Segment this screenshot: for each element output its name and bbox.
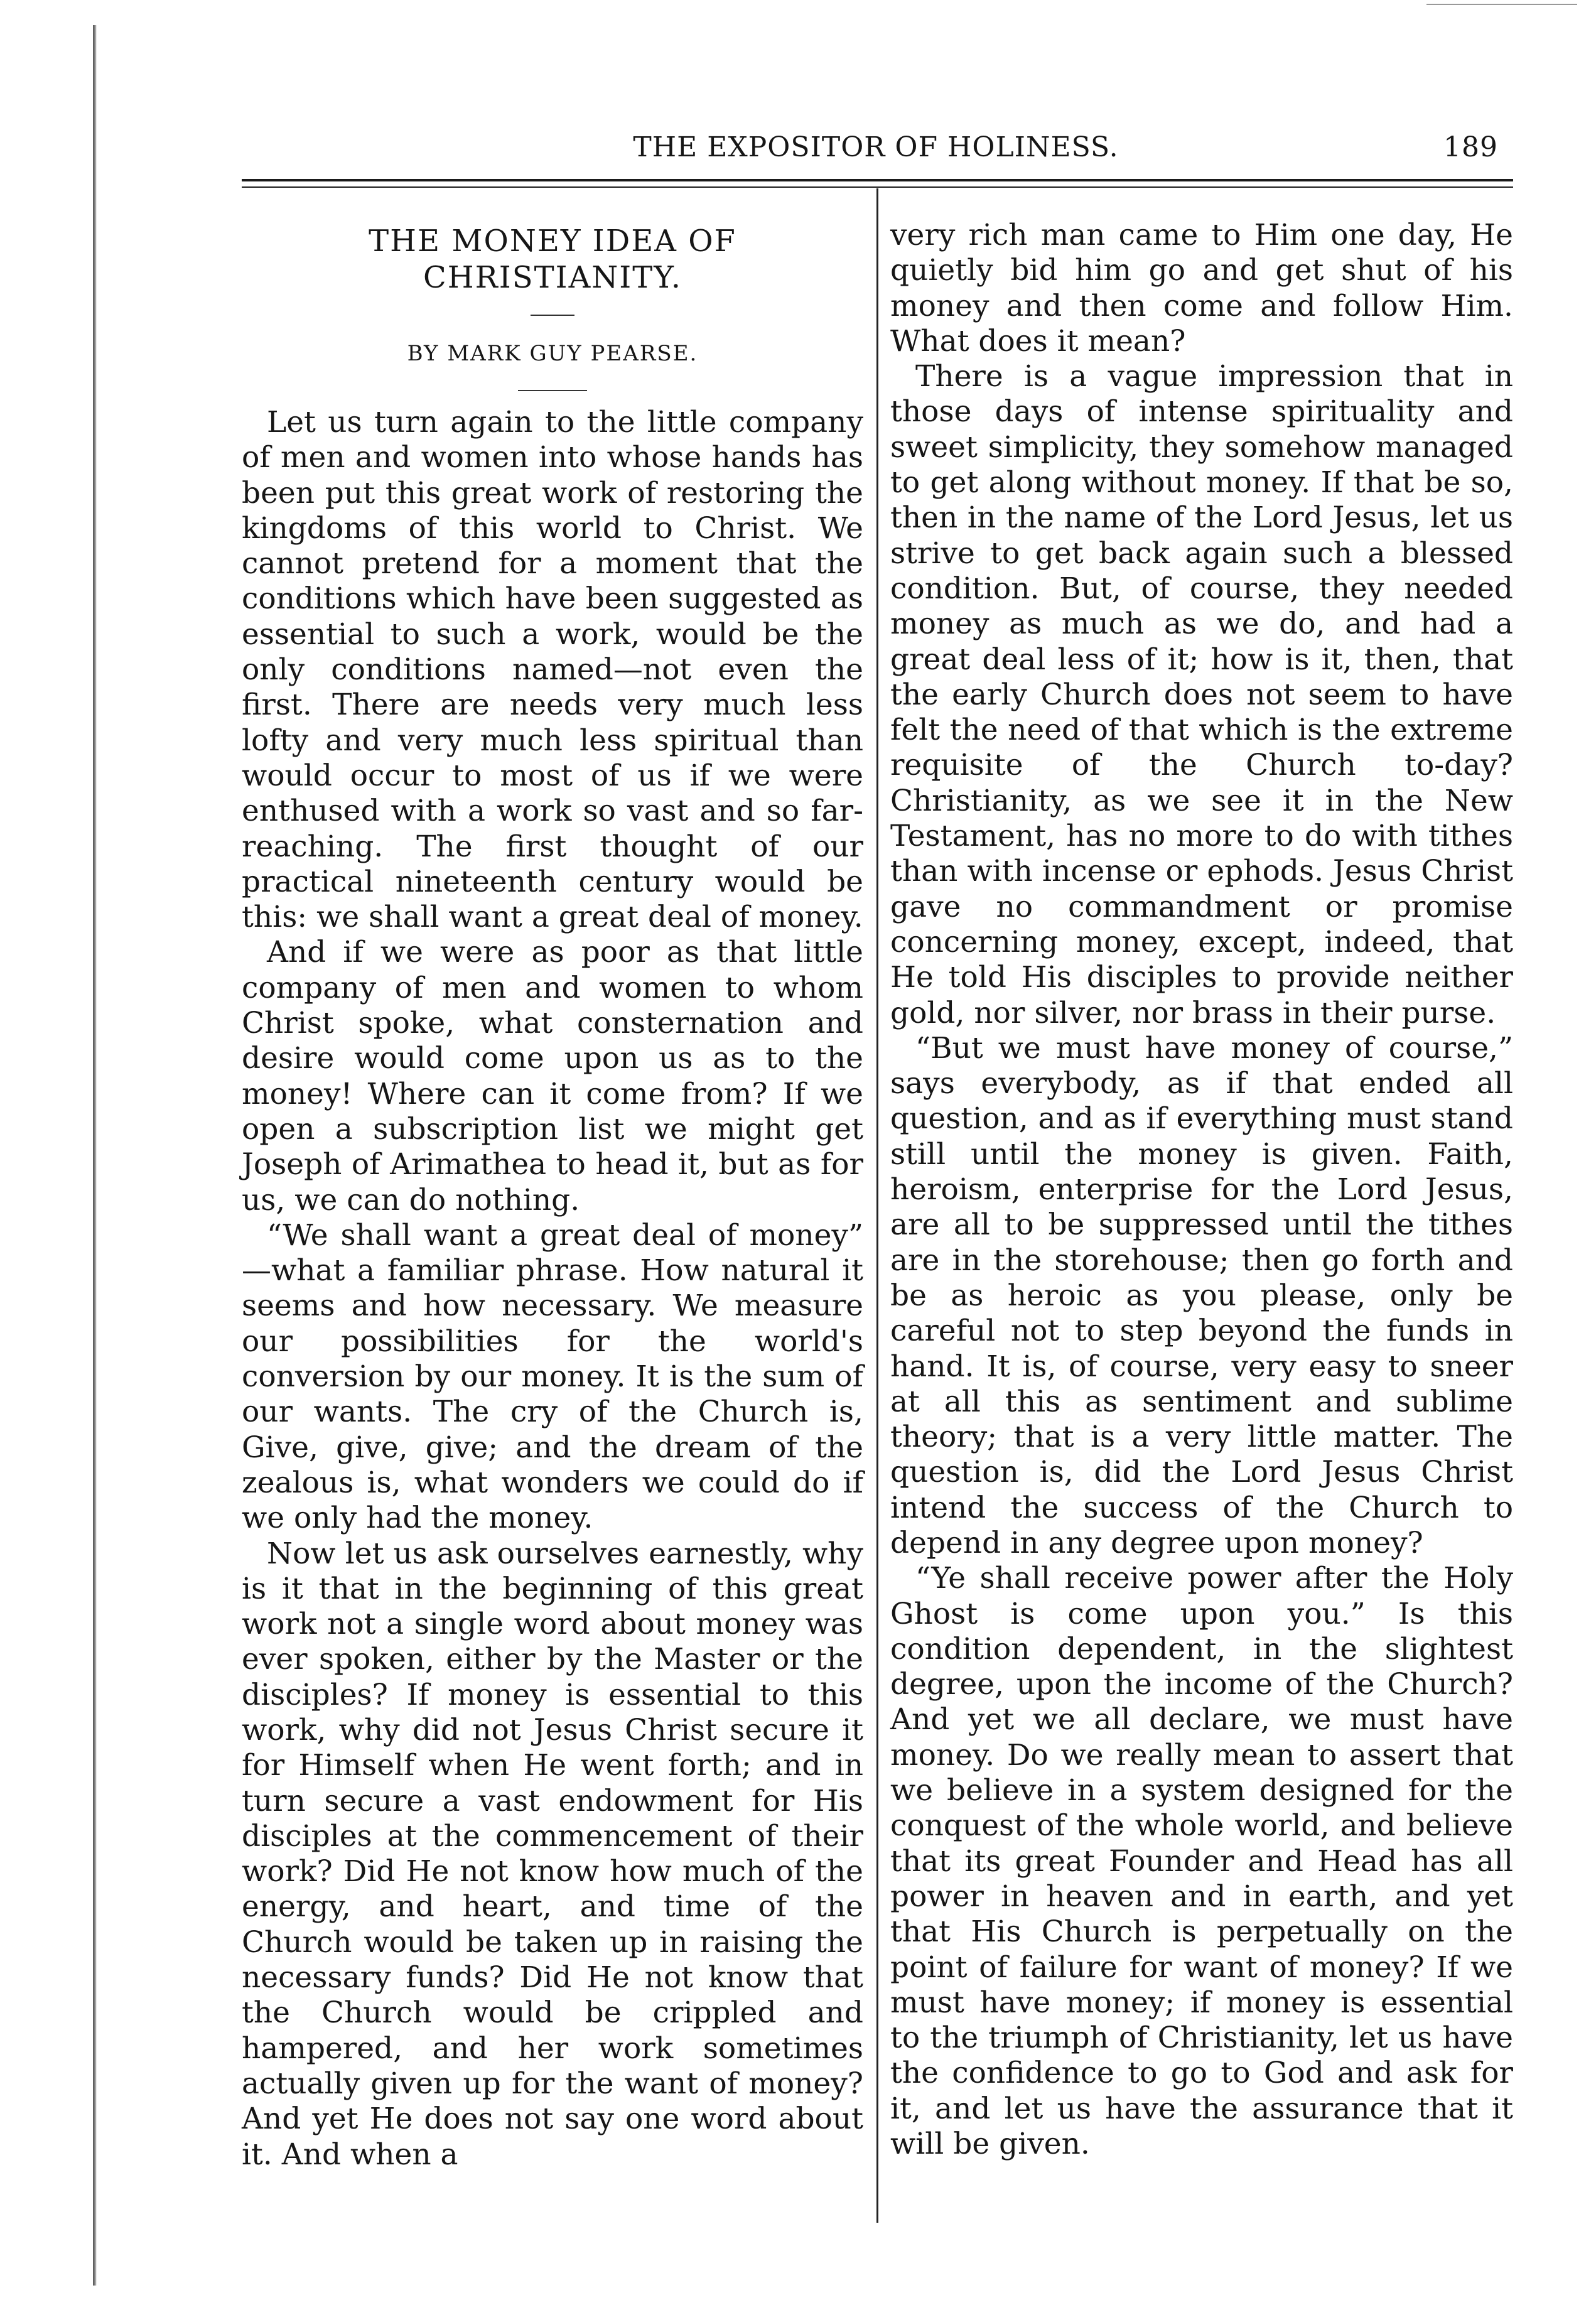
page-binding-edge [93, 25, 97, 2286]
running-header [239, 129, 1513, 179]
paragraph: Now let us ask ourselves earnestly, why is it that in the beginning of this great work not a single word about money was ever spoken, either by the Master or the disciples? If money is essential to this work, why did not Jesus Christ secure it for Himself when He went forth; and in turn secure a vast endowment for His disciples at the commencement of their work? Did He not know how much of the energy, and heart, and time of the Church would be taken up in raising the necessary funds? Did He not know that the Church would be crippled and hampered, and her work sometimes actually given up for the want of money? And yet He does not say one word about it. And when a [242, 1536, 863, 2172]
header-rule-thick [242, 179, 1513, 181]
right-column [890, 218, 1513, 2162]
header-rule-thin [242, 186, 1513, 188]
column-divider [876, 188, 878, 2223]
paragraph: There is a vague impression that in those days of intense spirituality and sweet simplicity, they somehow managed to get along without money. If that be so, then in the name of the Lord Jesus, let us strive to get back again such a blessed condition. But, of course, they needed money as much as we do, and had a great deal less of it; how is it, then, that the early Church does not seem to have felt the need of that which is the extreme requisite of the Church to-day? Christianity, as we see it in the New Testament, has no more to do with tithes than with incense or ephods. Jesus Christ gave no commandment or promise concerning money, except, indeed, that He told His disciples to provide neither gold, nor silver, nor brass in their purse. [890, 359, 1513, 1030]
paragraph: And if we were as poor as that little company of men and women to whom Christ spoke, what consternation and desire would come upon us as to the money! Where can it come from? If we open a subscription list we might get Joseph of Arimathea to head it, but as for us, we can do nothing. [242, 935, 863, 1217]
paragraph: Let us turn again to the little company of men and women into whose hands has been put this great work of restoring the kingdoms of this world to Christ. We cannot pretend for a moment that the conditions which have been suggested as essential to such a work, would be the only conditions named—not even the first. There are needs very much less lofty and very much less spiritual than would occur to most of us if we were enthused with a work so vast and so far-reaching. The first thought of our practical nineteenth century would be this: we shall want a great deal of money. [242, 405, 863, 935]
article-byline: BY MARK GUY PEARSE. [407, 341, 698, 366]
byline-divider [518, 390, 587, 391]
title-divider [531, 315, 574, 316]
page-number: 189 [1443, 131, 1498, 163]
paragraph: “Ye shall receive power after the Holy Ghost is come upon you.” Is this condition dependent, in the slightest degree, upon the income of the Church? And yet we all declare, we must have money. Do we really mean to assert that we believe in a system designed for the conquest of the whole world, and believe that its great Founder and Head has all power in heaven and in earth, and yet that His Church is perpetually on the point of failure for want of money? If we must have money; if money is essential to the triumph of Christianity, let us have the confidence to go to God and ask for it, and let us have the assurance that it will be given. [890, 1561, 1513, 2162]
paragraph: “We shall want a great deal of money” —what a familiar phrase. How natural it seems and how necessary. We measure our possibilities for the world's conversion by our money. It is the sum of our wants. The cry of the Church is, Give, give, give; and the dream of the zealous is, what wonders we could do if we only had the money. [242, 1217, 863, 1536]
paragraph: “But we must have money of course,” says everybody, as if that ended all question, and as if everything must stand still until the money is given. Faith, heroism, enterprise for the Lord Jesus, are all to be suppressed until the tithes are in the storehouse; then go forth and be as heroic as you please, only be careful not to step beyond the funds in hand. It is, of course, very easy to sneer at all this as sentiment and sublime theory; that is a very little matter. The question is, did the Lord Jesus Christ intend the success of the Church to depend in any degree upon money? [890, 1030, 1513, 1560]
left-column [242, 223, 863, 2173]
journal-title: THE EXPOSITOR OF HOLINESS. [633, 131, 1119, 163]
scan-mark [1426, 4, 1577, 5]
paragraph-continued: very rich man came to Him one day, He quietly bid him go and get shut of his money and then come and follow Him. What does it mean? [890, 218, 1513, 359]
article-title: THE MONEY IDEA OF CHRISTIANITY. [369, 224, 736, 295]
